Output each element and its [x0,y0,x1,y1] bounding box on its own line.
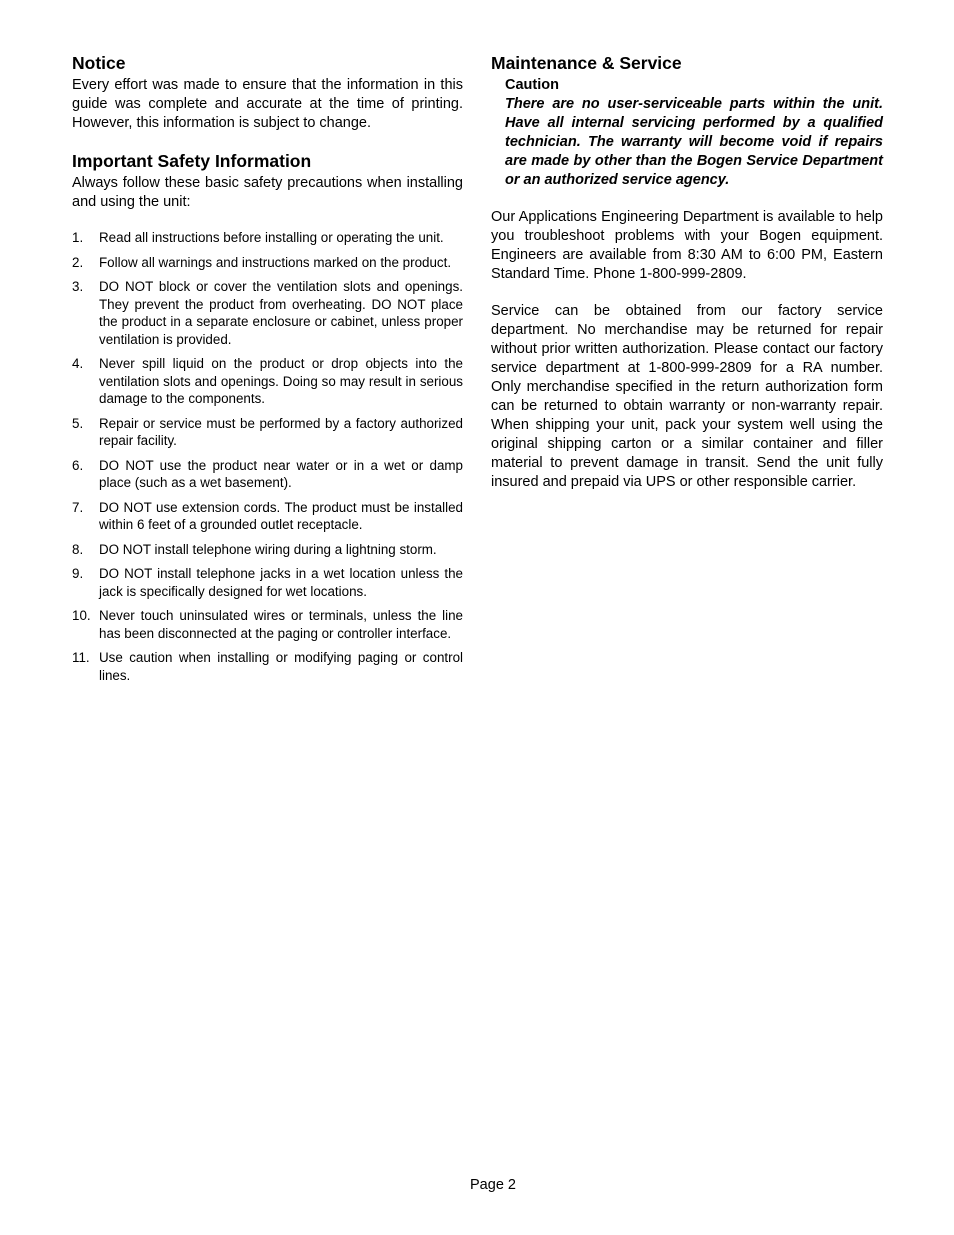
right-column [491,52,883,492]
safety-heading: Important Safety Information [72,151,312,171]
list-item-text: Never spill liquid on the product or drop objects into the ventilation slots and openings. Doing so may result in serious damage to the components. [99,356,463,406]
service-paragraph: Service can be obtained from our factory service department. No merchandise may be returned for repair without prior written authorization. Please contact our factory service department at 1-800-999-2809 for a RA number. Only merchandise specified in the return authorization form can be returned to obtain warranty or non-warranty repair. When shipping your unit, pack your system well using the original shipping carton or a similar container and filler material to prevent damage in transit. Send the unit fully insured and prepaid via UPS or other responsible carrier. [491,303,883,490]
list-item-text: DO NOT use extension cords. The product must be installed within 6 feet of a grounded outlet receptacle. [99,499,463,532]
caution-text: There are no user-serviceable parts within the unit. Have all internal servicing performed by a qualified technician. The warranty will become void if repairs are made by other than the Bogen Service Department or an authorized service agency. [505,96,883,188]
list-item-number: 4. [72,356,84,371]
list-item-number: 1. [72,230,84,245]
list-item-number: 9. [72,566,84,581]
list-item-text: Read all instructions before installing or operating the unit. [99,230,444,245]
list-item-number: 2. [72,254,84,270]
caution-label: Caution [505,77,559,93]
maintenance-heading: Maintenance & Service [491,53,682,73]
list-item-text: Use caution when installing or modifying paging or control lines. [99,650,463,683]
list-item-number: 7. [72,499,84,515]
list-item-text: DO NOT use the product near water or in a wet or damp place (such as a wet basement). [99,457,463,490]
list-item [72,278,463,348]
list-item-number: 5. [72,415,84,431]
caution-box [505,76,883,190]
list-item-text: Follow all warnings and instructions marked on the product. [99,254,452,270]
list-item [72,229,463,247]
list-item [72,541,463,559]
list-item [72,649,463,684]
list-item-text: DO NOT block or cover the ventilation slots and openings. They prevent the product from overheating. DO NOT place the product in a separate enclosure or cabinet, unless proper ventilation is provided. [99,279,463,347]
list-item [72,415,463,450]
engineering-paragraph: Our Applications Engineering Department is available to help you troubleshoot problems with your Bogen equipment. Engineers are available from 8:30 AM to 6:00 PM, Eastern Standard Time. Phone 1-800-999-2809. [491,209,883,282]
list-item-text: DO NOT install telephone wiring during a lightning storm. [99,541,437,557]
list-item-number: 6. [72,457,84,473]
left-column [72,52,463,691]
list-item-text: DO NOT install telephone jacks in a wet location unless the jack is specifically designed for wet locations. [99,566,463,599]
page-number: Page 2 [470,1177,516,1193]
list-item-text: Never touch uninsulated wires or terminals, unless the line has been disconnected at the paging or controller interface. [99,608,463,641]
list-item-number: 11. [72,650,90,665]
list-item-number: 10. [72,608,91,623]
notice-heading: Notice [72,53,126,73]
safety-intro: Always follow these basic safety precautions when installing and using the unit: [72,175,463,210]
list-item [72,565,463,600]
list-item-text: Repair or service must be performed by a factory authorized repair facility. [99,415,463,448]
list-item [72,607,463,642]
list-item [72,499,463,534]
list-item [72,254,463,272]
list-item-number: 8. [72,541,84,557]
notice-text: Every effort was made to ensure that the information in this guide was complete and accurate at the time of printing. However, this information is subject to change. [72,77,463,131]
safety-list [72,229,463,684]
list-item-number: 3. [72,279,84,294]
list-item [72,457,463,492]
list-item [72,355,463,408]
